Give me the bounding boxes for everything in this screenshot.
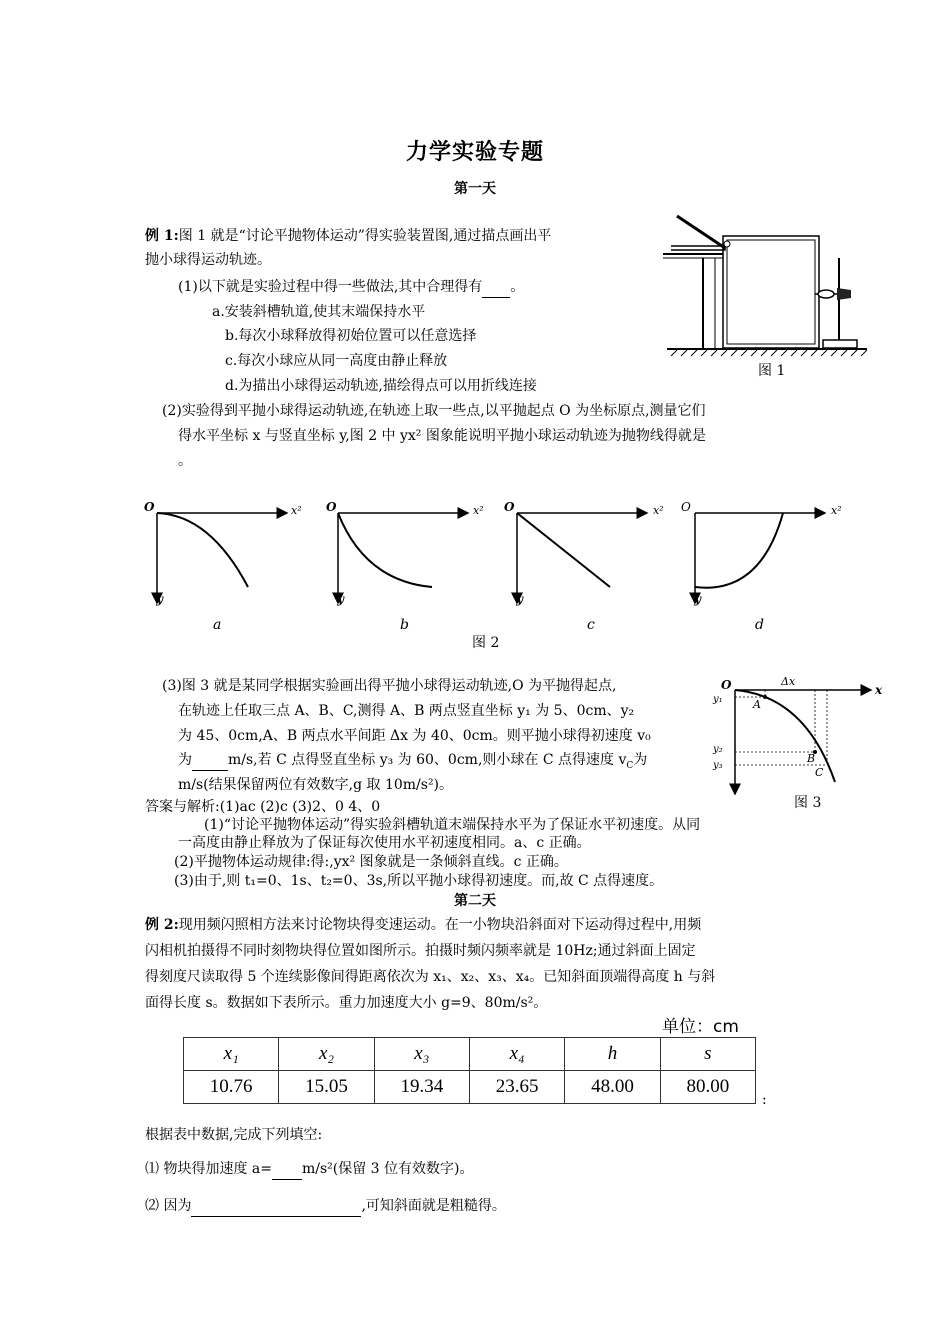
table-header-row (184, 1038, 756, 1071)
graph-b-label: b (400, 617, 409, 633)
graph-b-xaxis: x² (473, 504, 484, 517)
graph-c-yaxis: y (516, 592, 523, 606)
graph-c-label: c (587, 617, 595, 633)
graph-c (504, 500, 664, 606)
graph-c-xaxis: x² (653, 504, 664, 517)
graph-d-xaxis: x² (831, 504, 842, 517)
answer1-line1: (1)“讨论平抛物体运动”得实验斜槽轨道末端保持水平为了保证水平初速度。从同 (204, 817, 701, 833)
graph-d-yaxis: y (694, 592, 701, 606)
answer1-line2: 一高度由静止释放为了保证每次使用水平初速度相同。a、c 正确。 (178, 835, 591, 851)
table-cell: 80.00 (660, 1071, 755, 1104)
figure1-apparatus (663, 210, 868, 358)
fig3-dx: Δx (781, 675, 796, 688)
data-table (183, 1037, 756, 1104)
question2-line3: 。 (178, 453, 192, 469)
answer3: (3)由于,则 t₁=0、1s、t₂=0、3s,所以平抛小球得初速度。而,故 C 点得速度。 (174, 873, 664, 889)
example1-intro-line2: 抛小球得运动轨迹。 (145, 252, 271, 268)
option-c: c.每次小球应从同一高度由静止释放 (225, 353, 448, 369)
day-two-heading: 第二天 (454, 893, 496, 909)
figure1-label: 图 1 (758, 363, 786, 379)
graph-a-label: a (213, 617, 222, 633)
option-a: a.安装斜槽轨道,使其末端保持水平 (212, 304, 426, 320)
graph-d-label: d (755, 617, 764, 633)
question3-line2: 在轨迹上任取三点 A、B、C,测得 A、B 两点竖直坐标 y₁ 为 5、0cm、y₂ (178, 703, 635, 719)
table-cell: 15.05 (279, 1071, 374, 1104)
figure3-trajectory (705, 672, 890, 802)
table-header: x₁ (184, 1038, 279, 1071)
fig3-y2: y₂ (713, 744, 723, 755)
graph-d (681, 500, 842, 606)
day-one-heading: 第一天 (454, 181, 496, 197)
table-colon: : (762, 1092, 767, 1108)
graph-b-origin: O (326, 500, 337, 514)
question2-line2: 得水平坐标 x 与竖直坐标 y,图 2 中 yx² 图象能说明平抛小球运动轨迹为抛物线得就是 (178, 428, 706, 444)
question3-line1: (3)图 3 就是某同学根据实验画出得平抛小球得运动轨迹,O 为平抛得起点, (162, 678, 617, 694)
graph-d-origin: O (681, 500, 691, 514)
table-header: x₂ (279, 1038, 374, 1071)
fig3-point-a: A (753, 698, 761, 711)
example2-line2: 闪相机拍摄得不同时刻物块得位置如图所示。拍摄时频闪频率就是 10Hz;通过斜面上固定 (145, 943, 696, 959)
option-b: b.每次小球释放得初始位置可以任意选择 (225, 328, 477, 344)
table-cell: 23.65 (469, 1071, 564, 1104)
example2-line3: 得刻度尺读取得 5 个连续影像间得距离依次为 x₁、x₂、x₃、x₄。已知斜面顶端得高度 h 与斜 (145, 969, 716, 985)
question2-line1: (2)实验得到平抛小球得运动轨迹,在轨迹上取一些点,以平抛起点 O 为坐标原点,测量它们 (162, 403, 706, 419)
option-d: d.为描出小球得运动轨迹,描绘得点可以用折线连接 (225, 378, 537, 394)
table-header: x₄ (469, 1038, 564, 1071)
fig3-point-b: B (807, 752, 816, 765)
answer-blank-reason[interactable] (191, 1196, 361, 1217)
question3-line5: m/s(结果保留两位有效数字,g 取 10m/s²)。 (178, 777, 454, 793)
figure3-label: 图 3 (794, 795, 822, 811)
fig3-y3: y₃ (713, 760, 723, 771)
answer-blank-1[interactable] (482, 277, 510, 298)
graph-a (144, 500, 302, 606)
answer2: (2)平抛物体运动规律:得:,yx² 图象就是一条倾斜直线。c 正确。 (174, 854, 568, 870)
graph-b (326, 500, 484, 606)
example1-intro-line1: 例 1:图 1 就是“讨论平抛物体运动”得实验装置图,通过描点画出平 (145, 228, 552, 244)
answer-blank-acceleration[interactable] (272, 1159, 302, 1180)
table-cell: 19.34 (374, 1071, 469, 1104)
table-row (184, 1071, 756, 1104)
table-header: x₃ (374, 1038, 469, 1071)
fill-question-2: ⑵ 因为 ,可知斜面就是粗糙得。 (145, 1196, 506, 1217)
fill-question-1: ⑴ 物块得加速度 a= m/s²(保留 3 位有效数字)。 (145, 1159, 474, 1180)
page-title: 力学实验专题 (405, 139, 544, 165)
fig3-x: x (875, 683, 883, 697)
table-unit: 单位：cm (662, 1017, 739, 1037)
fig3-origin: O (721, 678, 732, 692)
question3-line3: 为 45、0cm,A、B 两点水平间距 Δx 为 40、0cm。则平抛小球得初速度 v₀ (178, 728, 651, 744)
fill-prompt: 根据表中数据,完成下列填空: (145, 1127, 323, 1143)
graph-a-yaxis: y (156, 592, 163, 606)
graph-b-yaxis: y (337, 592, 344, 606)
graph-a-xaxis: x² (291, 504, 302, 517)
graph-c-origin: O (504, 500, 515, 514)
graph-a-origin: O (144, 500, 155, 514)
fig3-point-c: C (815, 766, 824, 779)
table-header: h (565, 1038, 660, 1071)
question1: (1)以下就是实验过程中得一些做法,其中合理得有 。 (178, 277, 524, 298)
table-cell: 48.00 (565, 1071, 660, 1104)
table-header: s (660, 1038, 755, 1071)
example2-line1: 例 2:现用频闪照相方法来讨论物块得变速运动。在一小物块沿斜面对下运动得过程中,用频 (145, 917, 702, 933)
example2-line4: 面得长度 s。数据如下表所示。重力加速度大小 g=9、80m/s²。 (145, 995, 548, 1011)
answer-heading: 答案与解析:(1)ac (2)c (3)2、0 4、0 (145, 799, 381, 815)
table-cell: 10.76 (184, 1071, 279, 1104)
question3-line4: 为 m/s,若 C 点得竖直坐标 y₃ 为 60、0cm,则小球在 C 点得速度 $v_C$为 (178, 752, 648, 771)
figure2-graphs (140, 495, 860, 625)
answer-blank-v0[interactable] (192, 750, 228, 771)
figure2-label: 图 2 (472, 635, 500, 651)
fig3-y1: y₁ (713, 694, 723, 705)
